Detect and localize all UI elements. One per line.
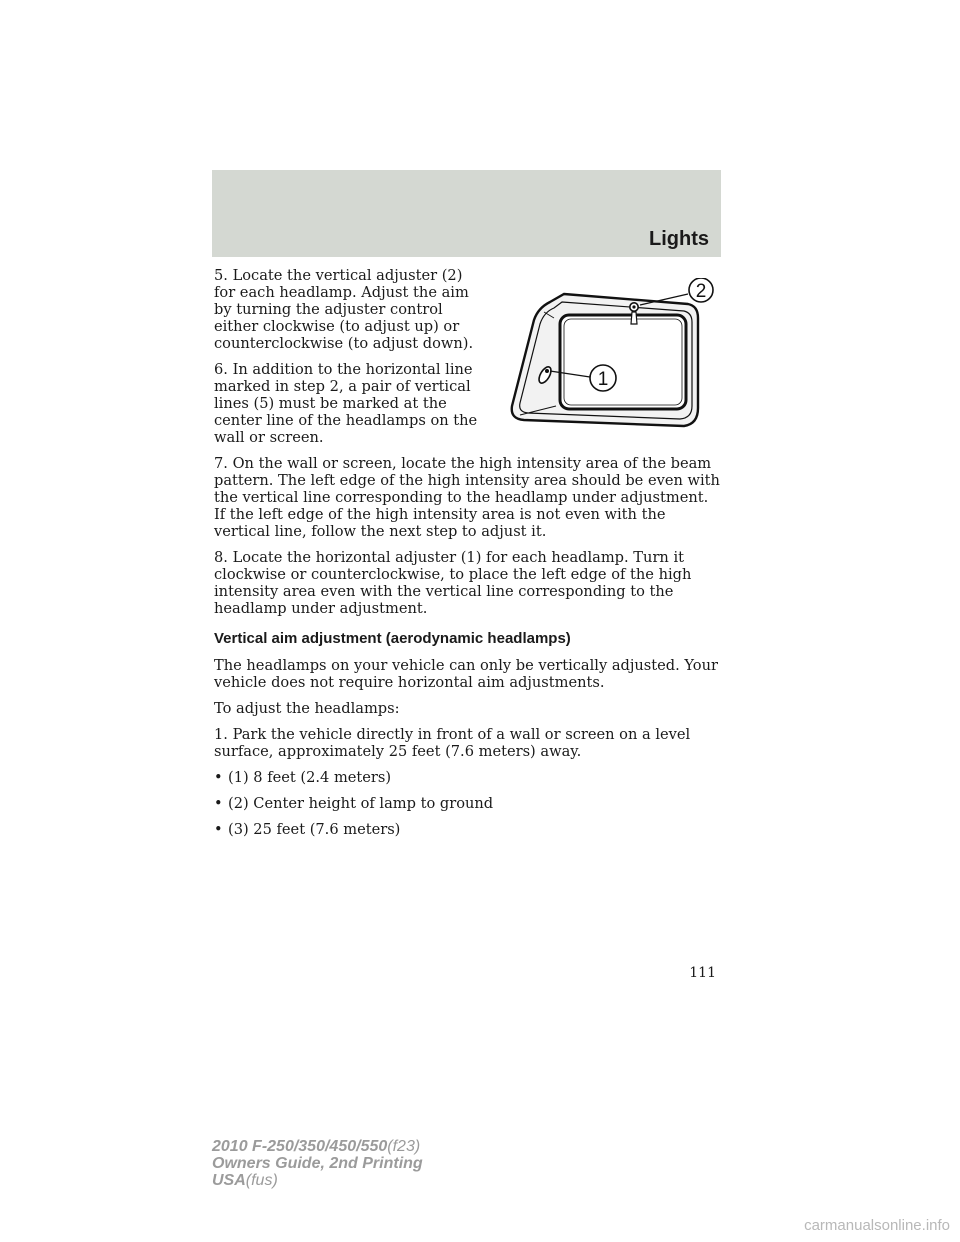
intro-paragraph: The headlamps on your vehicle can only be vertically adjusted. Your vehicle does not require horizontal aim adjustments. [214,657,718,691]
page-content [214,267,724,847]
watermark: carmanualsonline.info [804,1217,950,1234]
bullet-text: (3) 25 feet (7.6 meters) [228,821,401,838]
footer-model-code: (f23) [387,1138,421,1155]
footer-guide: Owners Guide, 2nd Printing [212,1155,423,1172]
section-title: Lights [649,228,709,250]
callout-label-1: 1 [597,369,609,390]
step-8-paragraph: 8. Locate the horizontal adjuster (1) for each headlamp. Turn it clockwise or counterclockwise, to place the left edge of the high intensity area even with the vertical line corresponding to the headlamp under adjustment. [214,549,692,617]
bullet-text: (1) 8 feet (2.4 meters) [228,769,392,786]
footer-model: 2010 F-250/350/450/550 [212,1138,388,1155]
bullet-item [214,821,724,838]
step-5-paragraph: 5. Locate the vertical adjuster (2) for each headlamp. Adjust the aim by turning the adjuster control either clockwise (to adjust up) or counterclockwise (to adjust down). [214,267,474,352]
bullet-item [214,795,724,812]
callout-label-2: 2 [695,281,707,302]
footer-region: USA [212,1172,246,1189]
footer-region-code: (fus) [245,1172,278,1189]
section-heading: Vertical aim adjustment (aerodynamic headlamps) [214,630,571,647]
footer-line-model [212,1138,423,1155]
bullet-symbol: • [214,769,223,786]
to-adjust-paragraph: To adjust the headlamps: [214,700,400,717]
step-1-paragraph: 1. Park the vehicle directly in front of a wall or screen on a level surface, approximately 25 feet (7.6 meters) away. [214,726,691,760]
bullet-item [214,769,724,786]
footer-line-region [212,1172,423,1189]
bullet-text: (2) Center height of lamp to ground [228,795,494,812]
step-7-paragraph: 7. On the wall or screen, locate the high intensity area of the beam pattern. The left edge of the high intensity area should be even with the vertical line corresponding to the headlamp under adjustment. If the left edge of the high intensity area is not even with the vertical line, follow the next step to adjust it. [214,455,720,540]
section-header-band [212,170,721,257]
bullet-symbol: • [214,821,223,838]
footer [212,1138,423,1189]
bullet-symbol: • [214,795,223,812]
page-number: 111 [689,965,716,981]
step-6-paragraph: 6. In addition to the horizontal line marked in step 2, a pair of vertical lines (5) must be marked at the center line of the headlamps on the wall or screen. [214,361,478,446]
